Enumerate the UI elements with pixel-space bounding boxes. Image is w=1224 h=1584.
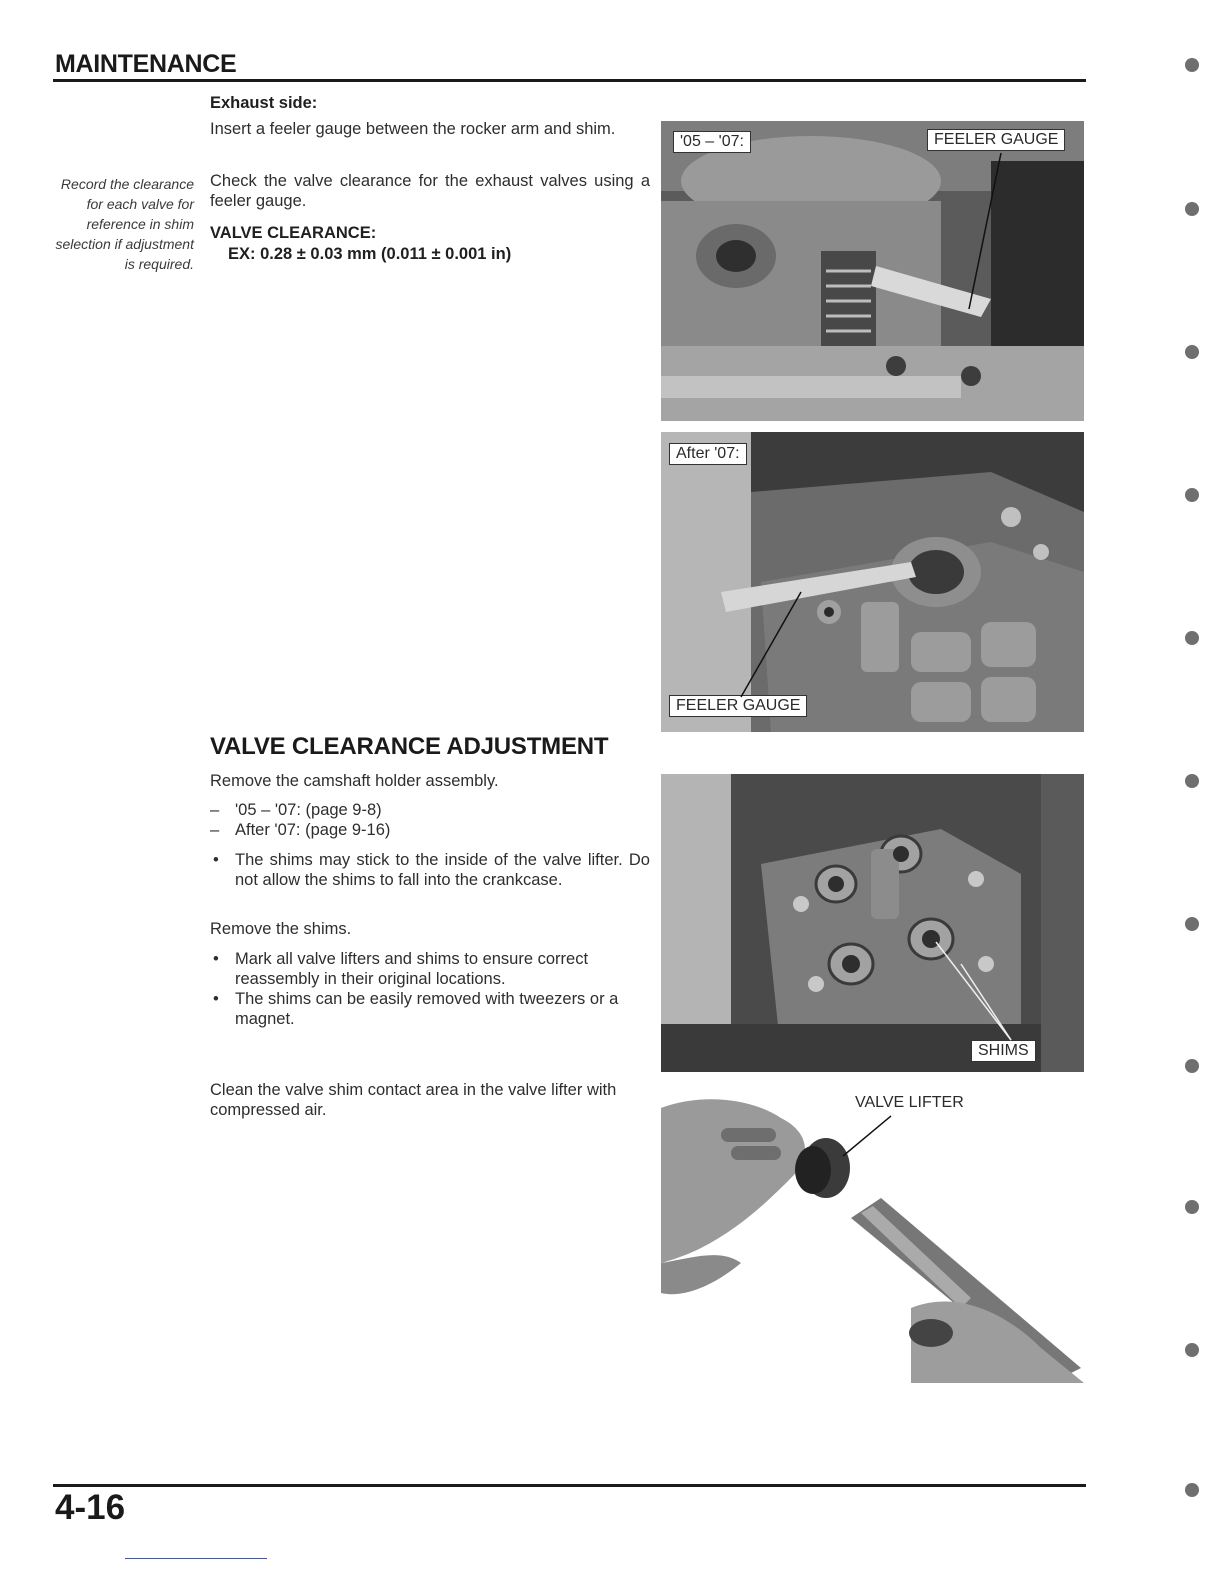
binder-hole — [1185, 202, 1199, 216]
binder-hole — [1185, 631, 1199, 645]
binder-hole — [1185, 488, 1199, 502]
spec-title: VALVE CLEARANCE: — [210, 224, 377, 242]
photo1-leader-line — [661, 121, 1084, 421]
page-reference-list — [210, 800, 650, 840]
photo2-leader-line — [661, 432, 1084, 732]
photo1-year-label: '05 – '07: — [673, 131, 751, 153]
shim-note-list — [210, 850, 650, 890]
section-title: MAINTENANCE — [55, 50, 237, 78]
binder-hole — [1185, 345, 1199, 359]
binder-hole — [1185, 58, 1199, 72]
photo-valve-lifter — [661, 1088, 1084, 1383]
marking-note-list — [210, 949, 650, 1029]
remove-shims-text: Remove the shims. — [210, 920, 352, 938]
photo4-leader-line — [661, 1088, 1084, 1383]
photo3-shims-callout: SHIMS — [971, 1040, 1036, 1062]
adjustment-intro: Remove the camshaft holder assembly. — [210, 772, 499, 790]
marking-note-item: • The shims can be easily removed with tweezers or a magnet. — [210, 989, 650, 1029]
header-rule — [53, 79, 1086, 82]
exhaust-para-feeler: Insert a feeler gauge between the rocker arm and shim. — [210, 120, 616, 138]
binder-hole — [1185, 1343, 1199, 1357]
photo-shims — [661, 774, 1084, 1072]
margin-note: Record the clearance for each valve for reference in shim selection if adjustment is required. — [55, 176, 194, 272]
adjustment-heading: VALVE CLEARANCE ADJUSTMENT — [210, 733, 609, 760]
binder-hole — [1185, 1059, 1199, 1073]
page-reference-item: – '05 – '07: (page 9-8) — [210, 800, 650, 820]
photo4-valve-lifter-callout: VALVE LIFTER — [855, 1094, 964, 1111]
exhaust-para-check: Check the valve clearance for the exhaust valves using a feeler gauge. — [210, 172, 650, 210]
photo2-year-label: After '07: — [669, 443, 747, 465]
spec-value: EX: 0.28 ± 0.03 mm (0.011 ± 0.001 in) — [228, 245, 512, 263]
footer-underline — [125, 1558, 267, 1559]
photo3-leader-lines — [661, 774, 1084, 1072]
photo2-feeler-gauge-callout: FEELER GAUGE — [669, 695, 807, 717]
binder-hole — [1185, 1483, 1199, 1497]
binder-hole — [1185, 774, 1199, 788]
binder-hole — [1185, 1200, 1199, 1214]
page-reference-item: – After '07: (page 9-16) — [210, 820, 650, 840]
shim-note-item: • The shims may stick to the inside of the valve lifter. Do not allow the shims to fall into the crankcase. — [210, 850, 650, 890]
marking-note-item: • Mark all valve lifters and shims to ensure correct reassembly in their original locations. — [210, 949, 650, 989]
photo1-feeler-gauge-callout: FEELER GAUGE — [927, 129, 1065, 151]
photo-feeler-gauge-05-07 — [661, 121, 1084, 421]
page-number: 4-16 — [55, 1488, 126, 1527]
footer-rule — [53, 1484, 1086, 1487]
photo-feeler-gauge-after-07 — [661, 432, 1084, 732]
exhaust-subheading: Exhaust side: — [210, 94, 318, 112]
binder-hole — [1185, 917, 1199, 931]
clean-instruction: Clean the valve shim contact area in the valve lifter with compressed air. — [210, 1081, 617, 1119]
